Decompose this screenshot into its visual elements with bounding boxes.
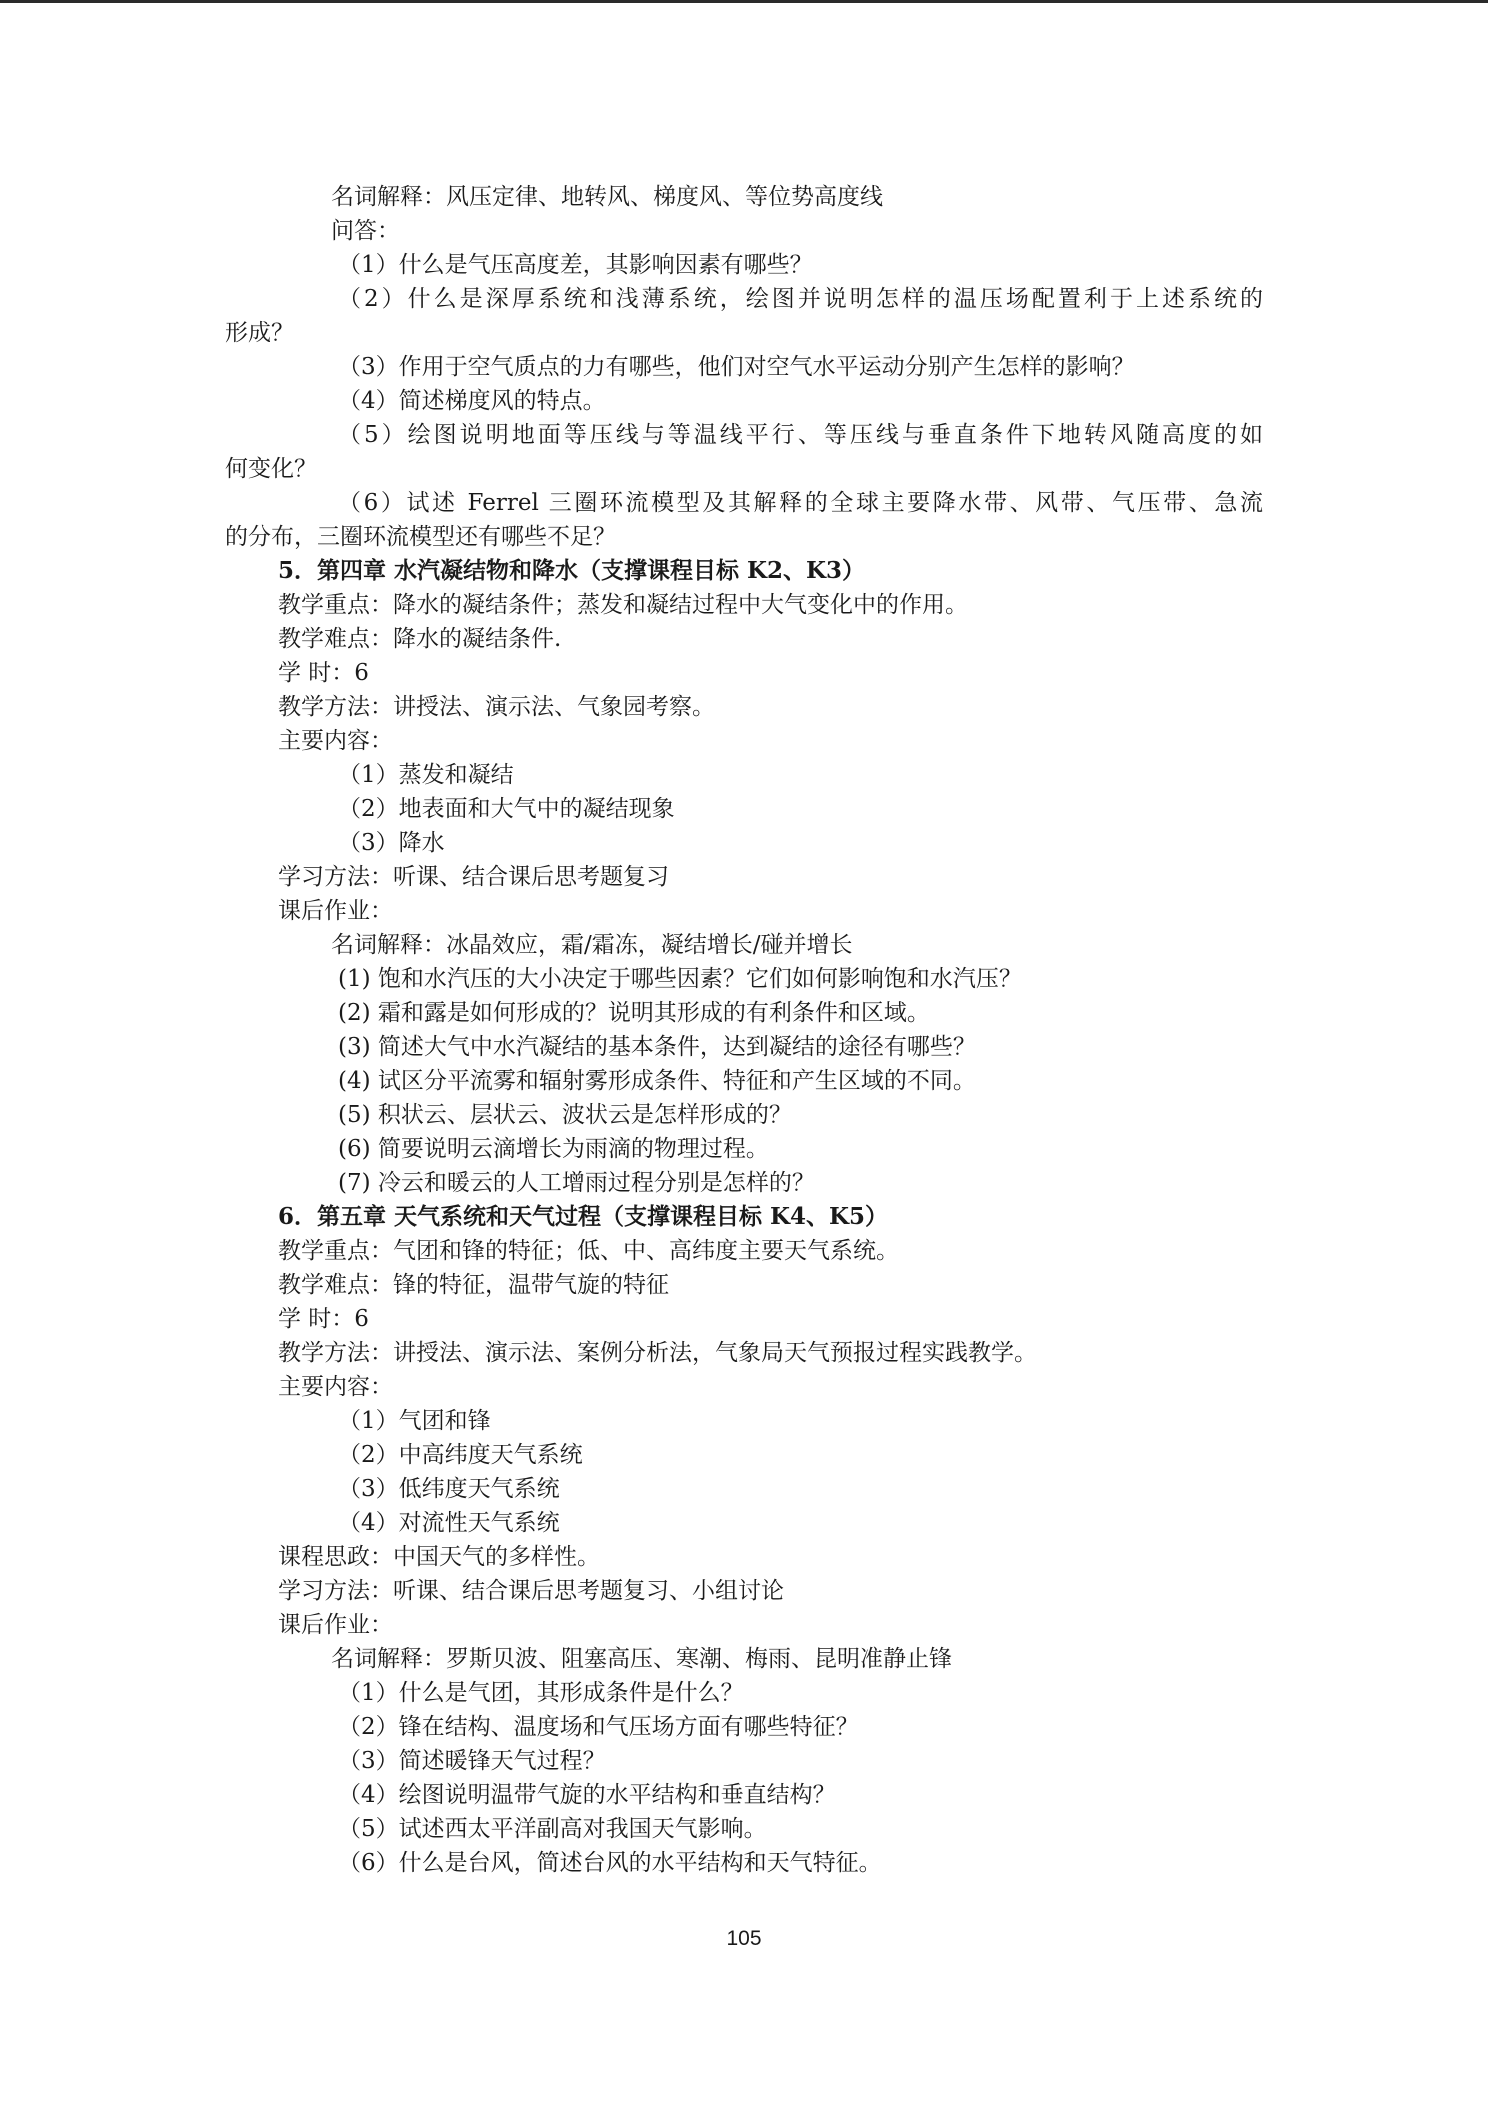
ch4-question: (7) 冷云和暖云的人工增雨过程分别是怎样的？ [338, 1170, 815, 1196]
ch3-question-6-line1: （6）试述 Ferrel 三圈环流模型及其解释的全球主要降水带、风带、气压带、急流 [338, 490, 1263, 516]
ch3-question-1: （1）什么是气压高度差，其影响因素有哪些？ [338, 252, 813, 278]
ch4-difficulties: 教学难点：降水的凝结条件. [278, 626, 562, 652]
ch3-terms: 名词解释：风压定律、地转风、梯度风、等位势高度线 [331, 184, 883, 210]
ch5-content-item: （1）气团和锋 [338, 1408, 491, 1434]
ch5-content-item: （2）中高纬度天气系统 [338, 1442, 583, 1468]
ch4-heading: 5．第四章 水汽凝结物和降水（支撑课程目标 K2、K3） [278, 557, 866, 584]
ch4-question: (2) 霜和露是如何形成的？说明其形成的有利条件和区域。 [338, 1000, 930, 1026]
ch4-question: (5) 积状云、层状云、波状云是怎样形成的？ [338, 1102, 792, 1128]
ch4-question: (6) 简要说明云滴增长为雨滴的物理过程。 [338, 1136, 769, 1162]
ch3-question-2-line2: 形成？ [225, 320, 294, 346]
page-number: 105 [726, 1927, 762, 1950]
ch3-question-2-line1: （2）什么是深厚系统和浅薄系统，绘图并说明怎样的温压场配置利于上述系统的 [338, 286, 1263, 312]
ch5-question: （6）什么是台风，简述台风的水平结构和天气特征。 [338, 1850, 882, 1876]
ch4-content-item: （1）蒸发和凝结 [338, 762, 514, 788]
ch4-content-label: 主要内容： [278, 728, 393, 754]
ch5-content-item: （4）对流性天气系统 [338, 1510, 560, 1536]
ch5-homework-label: 课后作业： [278, 1612, 393, 1638]
ch4-terms: 名词解释：冰晶效应，霜/霜冻，凝结增长/碰并增长 [331, 932, 853, 958]
ch3-question-5-line1: （5）绘图说明地面等压线与等温线平行、等压线与垂直条件下地转风随高度的如 [338, 422, 1263, 448]
ch5-difficulties: 教学难点：锋的特征，温带气旋的特征 [278, 1272, 669, 1298]
ch5-content-label: 主要内容： [278, 1374, 393, 1400]
ch5-study-method: 学习方法：听课、结合课后思考题复习、小组讨论 [278, 1578, 784, 1604]
ch4-question: (1) 饱和水汽压的大小决定于哪些因素？它们如何影响饱和水汽压？ [338, 966, 1022, 992]
ch5-ideology: 课程思政：中国天气的多样性。 [278, 1544, 600, 1570]
ch3-question-6-line2: 的分布，三圈环流模型还有哪些不足？ [225, 524, 616, 550]
ch4-question: (3) 简述大气中水汽凝结的基本条件，达到凝结的途径有哪些？ [338, 1034, 976, 1060]
ch5-question: （5）试述西太平洋副高对我国天气影响。 [338, 1816, 767, 1842]
ch4-hours: 学 时：6 [278, 660, 369, 686]
ch5-hours: 学 时：6 [278, 1306, 369, 1332]
ch4-key-points: 教学重点：降水的凝结条件；蒸发和凝结过程中大气变化中的作用。 [278, 592, 968, 618]
ch5-heading: 6．第五章 天气系统和天气过程（支撑课程目标 K4、K5） [278, 1203, 889, 1230]
ch3-question-4: （4）简述梯度风的特点。 [338, 388, 606, 414]
ch5-question: （2）锋在结构、温度场和气压场方面有哪些特征？ [338, 1714, 859, 1740]
ch4-content-item: （3）降水 [338, 830, 445, 856]
ch4-methods: 教学方法：讲授法、演示法、气象园考察。 [278, 694, 715, 720]
ch5-content-item: （3）低纬度天气系统 [338, 1476, 560, 1502]
ch5-terms: 名词解释：罗斯贝波、阻塞高压、寒潮、梅雨、昆明准静止锋 [331, 1646, 952, 1672]
ch4-homework-label: 课后作业： [278, 898, 393, 924]
ch5-question: （1）什么是气团，其形成条件是什么？ [338, 1680, 744, 1706]
ch3-question-5-line2: 何变化？ [225, 456, 317, 482]
ch4-question: (4) 试区分平流雾和辐射雾形成条件、特征和产生区域的不同。 [338, 1068, 976, 1094]
ch3-question-3: （3）作用于空气质点的力有哪些，他们对空气水平运动分别产生怎样的影响？ [338, 354, 1135, 380]
ch5-question: （3）简述暖锋天气过程？ [338, 1748, 606, 1774]
ch5-key-points: 教学重点：气团和锋的特征；低、中、高纬度主要天气系统。 [278, 1238, 899, 1264]
ch3-qa-label: 问答： [331, 218, 400, 244]
ch5-methods: 教学方法：讲授法、演示法、案例分析法，气象局天气预报过程实践教学。 [278, 1340, 1037, 1366]
page-top-border [0, 0, 1488, 3]
ch5-question: （4）绘图说明温带气旋的水平结构和垂直结构？ [338, 1782, 836, 1808]
ch4-content-item: （2）地表面和大气中的凝结现象 [338, 796, 675, 822]
ch4-study-method: 学习方法：听课、结合课后思考题复习 [278, 864, 669, 890]
